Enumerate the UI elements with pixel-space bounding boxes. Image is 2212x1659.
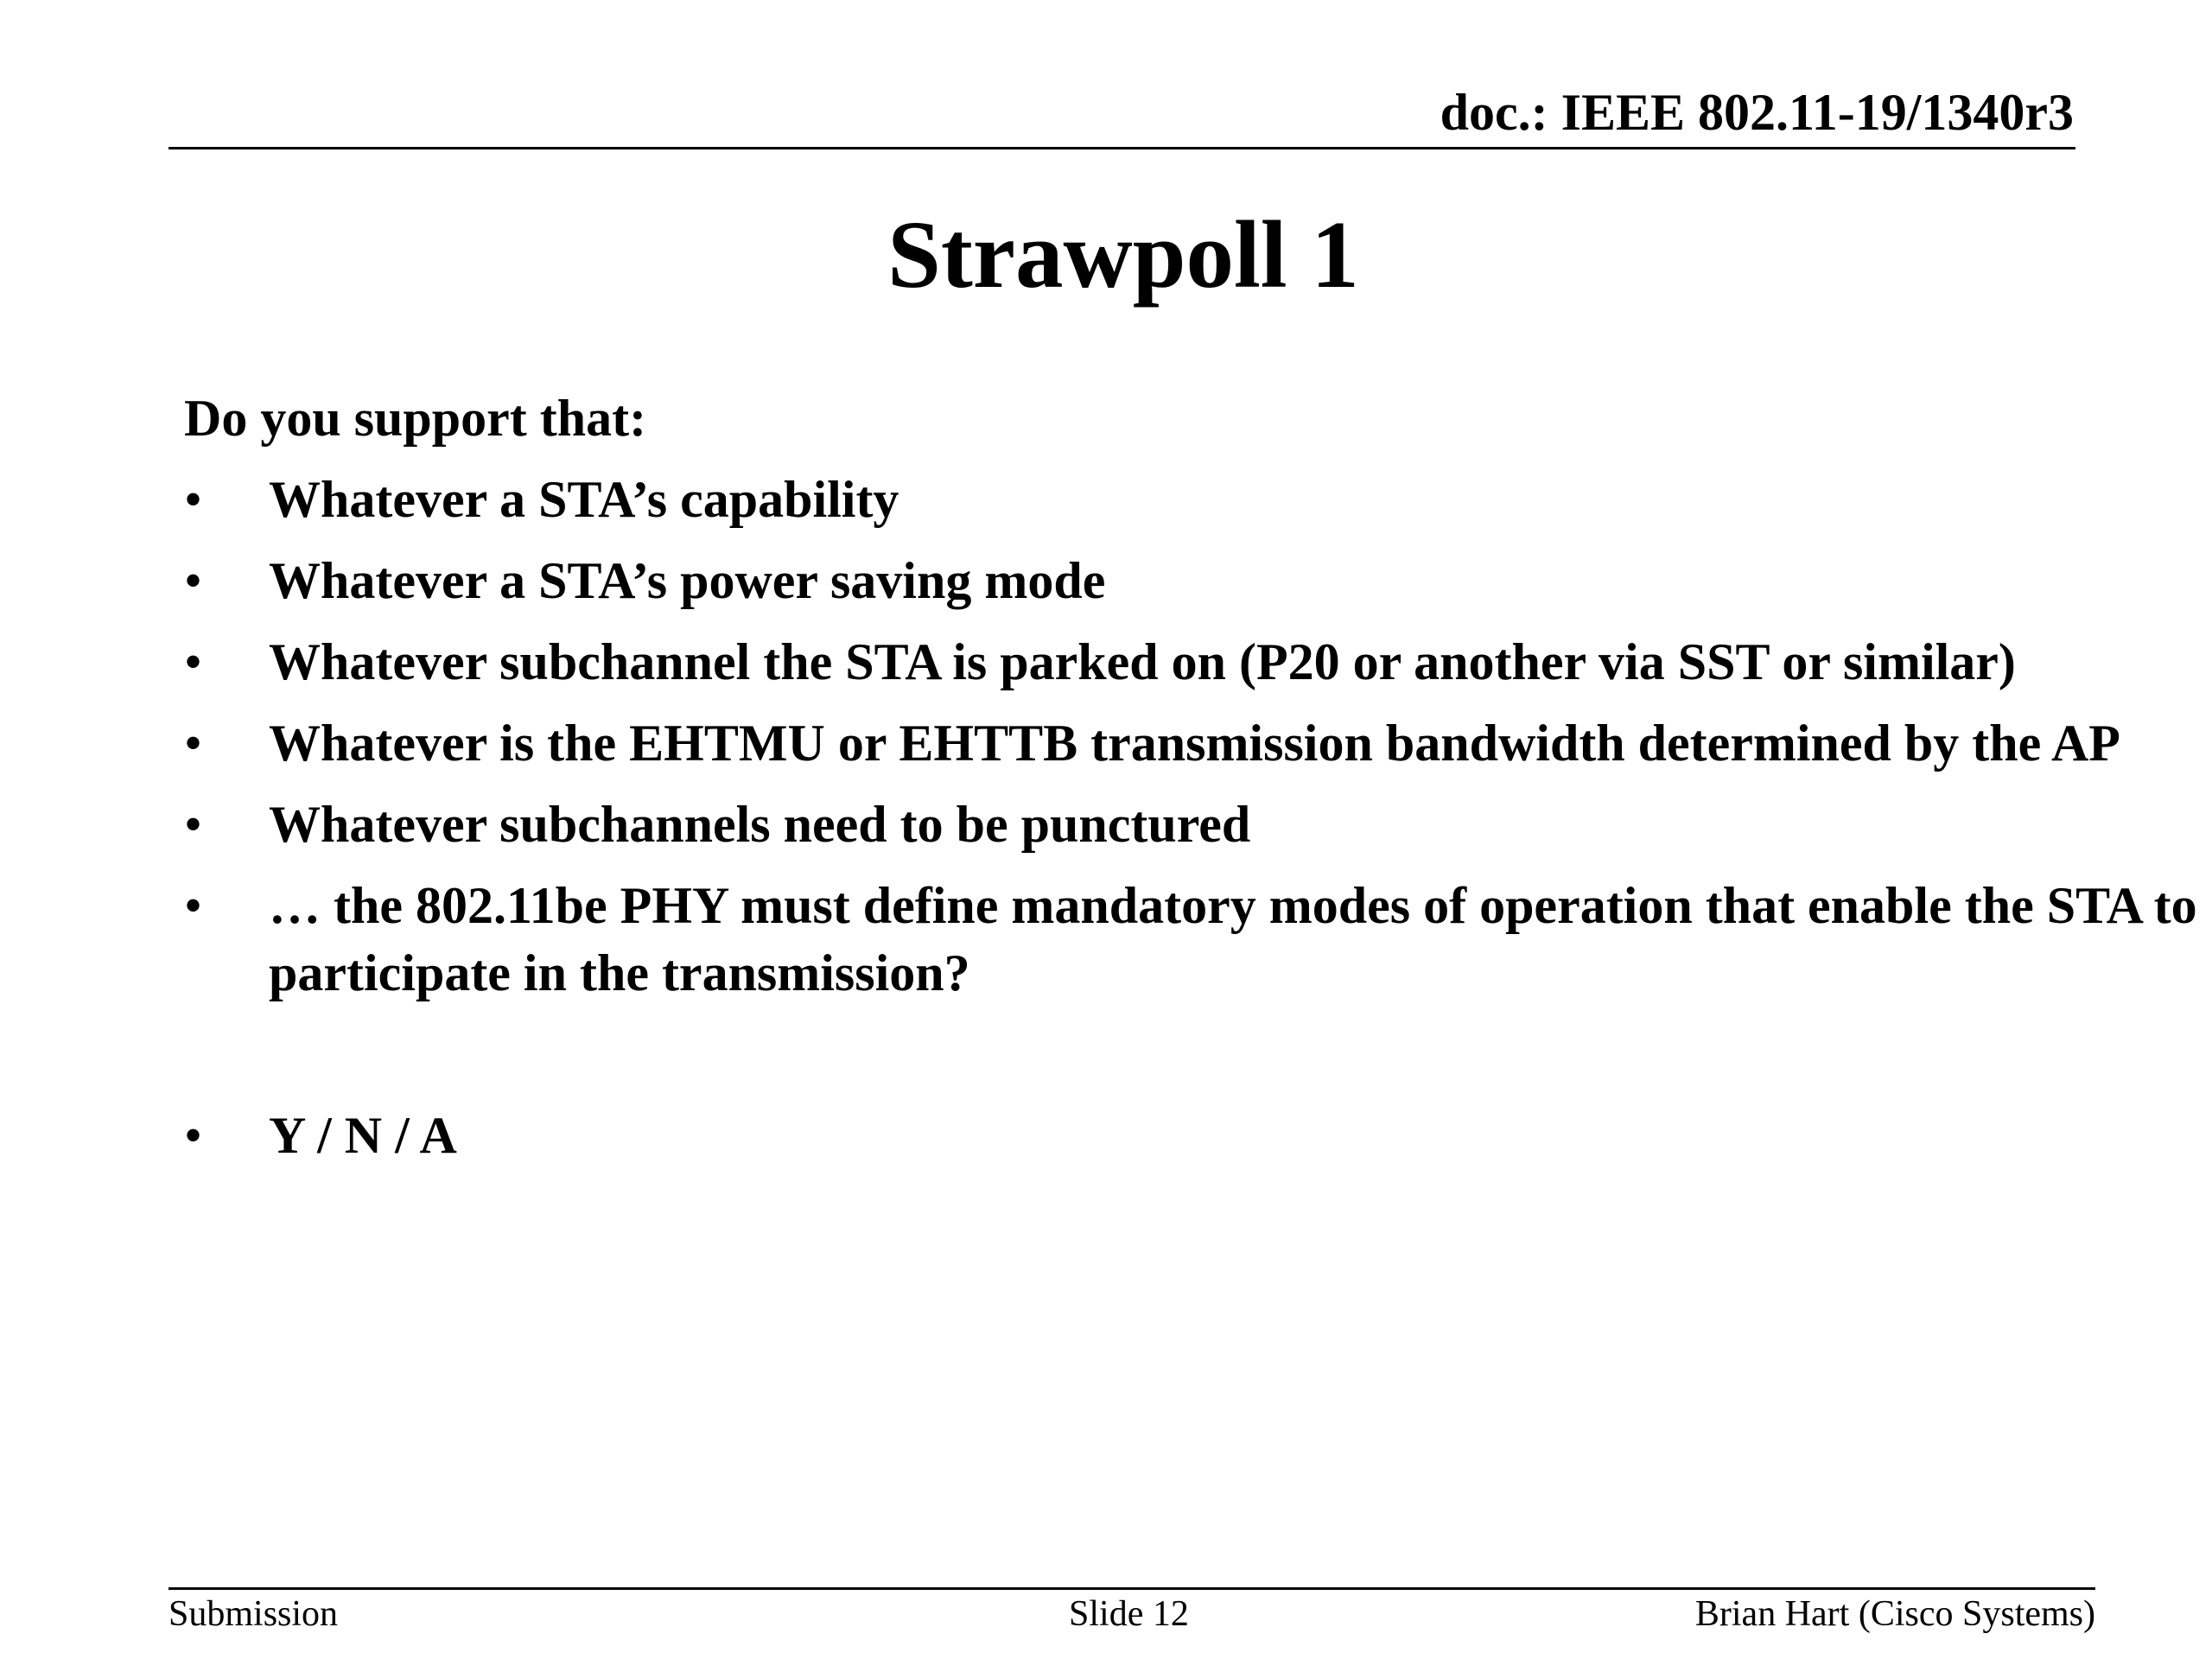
footer-author: Brian Hart (Cisco Systems) [1694,1594,2095,1634]
bullet-icon: • [184,1107,203,1164]
bullet-icon: • [184,471,203,528]
bullet-icon: • [184,715,203,772]
bullet-item [184,547,2212,614]
bullet-item [184,872,2212,1007]
bullet-text: Whatever a STA’s power saving mode [269,552,1106,609]
bullet-text: Whatever is the EHTMU or EHTTB transmission bandwidth determined by the AP [269,715,2120,772]
footer-slide-number: Slide 12 [1069,1594,1189,1634]
bullet-item [184,791,2212,858]
bullet-item [184,709,2212,777]
bullet-icon: • [184,796,203,853]
vote-options-text: Y / N / A [269,1107,457,1164]
bullet-text: Whatever a STA’s capability [269,471,899,528]
vote-options-item [184,1102,2212,1169]
footer-divider [168,1587,2095,1590]
bullet-item [184,628,2212,696]
bullet-icon: • [184,552,203,609]
slide-title: Strawpoll 1 [887,202,1359,308]
bullet-item [184,466,2212,533]
bullet-list [184,466,2212,1169]
document-id: doc.: IEEE 802.11-19/1340r3 [1440,84,2074,141]
intro-text: Do you support that: [184,390,647,447]
bullet-icon: • [184,877,203,934]
bullet-text: Whatever subchannel the STA is parked on (P20 or another via SST or similar) [269,633,2016,690]
bullet-text: Whatever subchannels need to be punctured [269,796,1251,853]
bullet-icon: • [184,633,203,690]
bullet-text: … the 802.11be PHY must define mandatory modes of operation that enable the STA to participate in the transmission? [269,877,2197,1001]
header-divider [168,147,2075,149]
footer-submission: Submission [168,1594,339,1634]
slide-body [184,385,2212,1183]
